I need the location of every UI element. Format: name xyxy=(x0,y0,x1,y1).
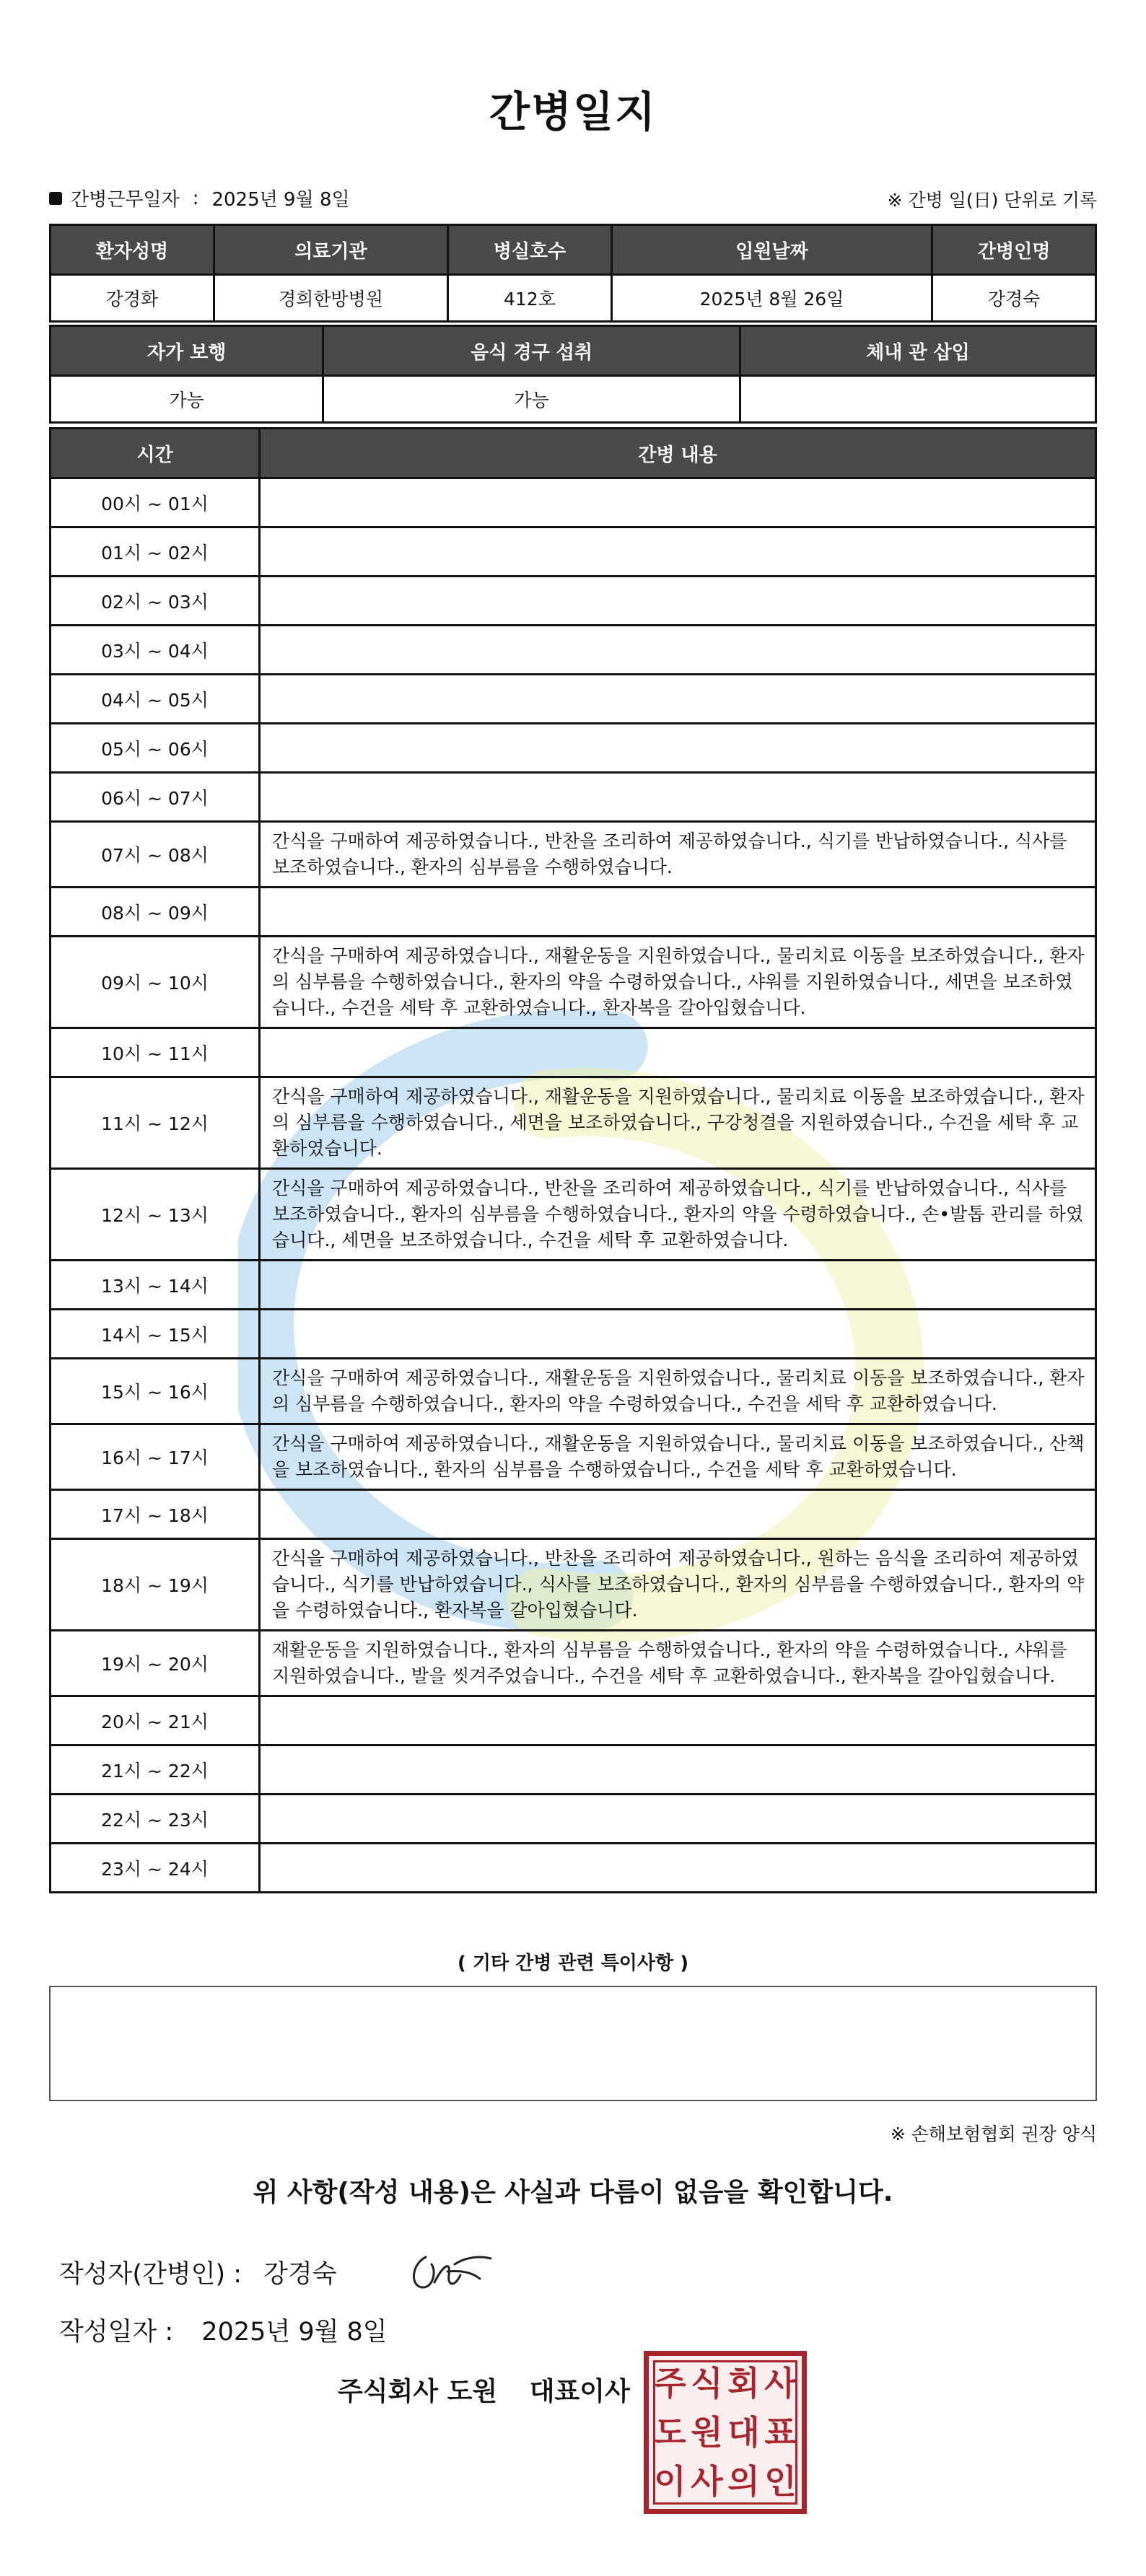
seal-character: 회 xyxy=(727,2364,760,2403)
care-content xyxy=(260,1310,1096,1359)
document-title: 간병일지 xyxy=(489,87,657,136)
table-row xyxy=(51,275,1096,322)
header-tube-insertion: 체내 관 삽입 xyxy=(740,326,1095,376)
work-date-value: 2025년 9월 8일 xyxy=(211,189,350,211)
care-content xyxy=(260,1696,1096,1745)
care-content: 간식을 구매하여 제공하였습니다., 반찬을 조리하여 제공하였습니다., 식기를 반납하였습니다., 식사를 보조하였습니다., 환자의 심부름을 수행하였습니다. xyxy=(260,822,1096,888)
table-row xyxy=(51,724,1096,773)
seal-character: 원 xyxy=(691,2413,723,2452)
notes-box xyxy=(49,1986,1097,2101)
time-slot: 14시 ~ 15시 xyxy=(51,1310,260,1359)
time-slot: 03시 ~ 04시 xyxy=(51,626,260,675)
table-row xyxy=(51,675,1096,724)
seal-character: 대 xyxy=(727,2413,760,2452)
representative-title: 대표이사 xyxy=(529,2377,630,2406)
table-row xyxy=(51,888,1096,937)
time-slot: 11시 ~ 12시 xyxy=(51,1077,260,1169)
seal-character: 표 xyxy=(764,2413,797,2452)
table-row xyxy=(51,527,1096,577)
patient-info-table xyxy=(49,224,1097,323)
signature-icon xyxy=(404,2243,498,2300)
institution: 경희한방병원 xyxy=(214,275,447,322)
patient-status-table xyxy=(49,325,1097,424)
time-slot: 10시 ~ 11시 xyxy=(51,1028,260,1077)
table-row xyxy=(51,1795,1096,1844)
writer-name: 강경숙 xyxy=(263,2260,337,2289)
table-row xyxy=(51,1169,1096,1261)
care-content xyxy=(260,1844,1096,1893)
care-content xyxy=(260,773,1096,822)
care-content xyxy=(260,888,1096,937)
care-content xyxy=(260,478,1096,527)
table-row xyxy=(51,1490,1096,1539)
care-content: 재활운동을 지원하였습니다., 환자의 심부름을 수행하였습니다., 환자의 약을 수령하였습니다., 샤워를 지원하였습니다., 발을 씻겨주었습니다., 수건을 세탁 후 교환하였습니다., 환자복을 갈아입혔습니다. xyxy=(260,1631,1096,1696)
time-slot: 19시 ~ 20시 xyxy=(51,1631,260,1696)
table-header-row xyxy=(51,326,1096,376)
time-slot: 18시 ~ 19시 xyxy=(51,1539,260,1631)
table-row xyxy=(51,376,1096,423)
seal-character: 도 xyxy=(654,2413,686,2452)
time-slot: 06시 ~ 07시 xyxy=(51,773,260,822)
header-room: 병실호수 xyxy=(448,225,612,275)
company-seal xyxy=(644,2351,807,2514)
care-content xyxy=(260,1745,1096,1795)
care-log-table xyxy=(49,427,1097,1893)
header-care-content: 간병 내용 xyxy=(260,429,1096,478)
time-slot: 07시 ~ 08시 xyxy=(51,822,260,888)
care-content: 간식을 구매하여 제공하였습니다., 재활운동을 지원하였습니다., 물리치료 이동을 보조하였습니다., 산책을 보조하였습니다., 환자의 심부름을 수행하였습니다., 수건을 세탁 후 교환하였습니다. xyxy=(260,1424,1096,1490)
care-content xyxy=(260,577,1096,626)
care-content xyxy=(260,1490,1096,1539)
care-content: 간식을 구매하여 제공하였습니다., 반찬을 조리하여 제공하였습니다., 식기를 반납하였습니다., 식사를 보조하였습니다., 환자의 심부름을 수행하였습니다., 환자의 약을 수령하였습니다., 손•발톱 관리를 하였습니다., 세면을 보조하였습니다., 수건을 세탁 후 교환하였습니다. xyxy=(260,1169,1096,1261)
date-value: 2025년 9월 8일 xyxy=(201,2318,388,2347)
time-slot: 05시 ~ 06시 xyxy=(51,724,260,773)
time-slot: 13시 ~ 14시 xyxy=(51,1261,260,1310)
seal-character: 사 xyxy=(691,2462,723,2501)
care-content xyxy=(260,675,1096,724)
table-row xyxy=(51,1745,1096,1795)
table-row xyxy=(51,1631,1096,1696)
self-walking-value: 가능 xyxy=(51,376,323,423)
header-caregiver-name: 간병인명 xyxy=(932,225,1096,275)
care-content: 간식을 구매하여 제공하였습니다., 재활운동을 지원하였습니다., 물리치료 이동을 보조하였습니다., 환자의 심부름을 수행하였습니다., 세면을 보조하였습니다., 구강청결을 지원하였습니다., 수건을 세탁 후 교환하였습니다. xyxy=(260,1077,1096,1169)
seal-character: 이 xyxy=(654,2462,686,2501)
notes-title: ( 기타 간병 관련 특이사항 ) xyxy=(457,1953,689,1974)
care-content: 간식을 구매하여 제공하였습니다., 반찬을 조리하여 제공하였습니다., 원하는 음식을 조리하여 제공하였습니다., 식기를 반납하였습니다., 식사를 보조하였습니다., 환자의 심부름을 수행하였습니다., 환자의 약을 수령하였습니다., 환자복을 갈아입혔습니다. xyxy=(260,1539,1096,1631)
square-bullet-icon xyxy=(49,192,62,205)
time-slot: 22시 ~ 23시 xyxy=(51,1795,260,1844)
time-slot: 02시 ~ 03시 xyxy=(51,577,260,626)
care-content xyxy=(260,1261,1096,1310)
header-oral-intake: 음식 경구 섭취 xyxy=(323,326,740,376)
writer-line xyxy=(59,2254,337,2290)
date-line xyxy=(59,2312,388,2348)
confirmation-statement: 위 사항(작성 내용)은 사실과 다름이 없음을 확인합니다. xyxy=(253,2178,893,2207)
seal-character: 의 xyxy=(727,2462,760,2501)
company-name: 주식회사 도원 xyxy=(338,2377,498,2406)
header-time: 시간 xyxy=(51,429,260,478)
time-slot: 17시 ~ 18시 xyxy=(51,1490,260,1539)
time-slot: 09시 ~ 10시 xyxy=(51,937,260,1028)
work-date-separator: : xyxy=(192,187,199,209)
table-row xyxy=(51,1310,1096,1359)
time-slot: 01시 ~ 02시 xyxy=(51,527,260,577)
header-self-walking: 자가 보행 xyxy=(51,326,323,376)
oral-intake-value: 가능 xyxy=(323,376,740,423)
seal-character: 주 xyxy=(654,2364,686,2403)
time-slot: 15시 ~ 16시 xyxy=(51,1359,260,1424)
work-date xyxy=(49,185,350,211)
table-row xyxy=(51,1539,1096,1631)
care-content xyxy=(260,1795,1096,1844)
table-header-row xyxy=(51,225,1096,275)
work-date-label: 간병근무일자 xyxy=(71,189,180,211)
time-slot: 21시 ~ 22시 xyxy=(51,1745,260,1795)
caregiver-name: 강경숙 xyxy=(932,275,1096,322)
care-content xyxy=(260,1028,1096,1077)
table-row xyxy=(51,1424,1096,1490)
seal-character: 인 xyxy=(764,2462,797,2501)
patient-name: 강경화 xyxy=(51,275,214,322)
table-row xyxy=(51,1696,1096,1745)
room-number: 412호 xyxy=(448,275,612,322)
header-institution: 의료기관 xyxy=(214,225,447,275)
time-slot: 08시 ~ 09시 xyxy=(51,888,260,937)
writer-label: 작성자(간병인) : xyxy=(59,2260,242,2289)
seal-characters xyxy=(652,2359,799,2506)
company-line xyxy=(338,2371,630,2408)
care-content xyxy=(260,724,1096,773)
care-content xyxy=(260,527,1096,577)
time-slot: 04시 ~ 05시 xyxy=(51,675,260,724)
table-header-row xyxy=(51,429,1096,478)
header-patient-name: 환자성명 xyxy=(51,225,214,275)
form-note: ※ 손해보험협회 권장 양식 xyxy=(890,2124,1097,2145)
care-content: 간식을 구매하여 제공하였습니다., 재활운동을 지원하였습니다., 물리치료 이동을 보조하였습니다., 환자의 심부름을 수행하였습니다., 환자의 약을 수령하였습니다., 샤워를 지원하였습니다., 세면을 보조하였습니다., 수건을 세탁 후 교환하였습니다., 환자복을 갈아입혔습니다. xyxy=(260,937,1096,1028)
time-slot: 12시 ~ 13시 xyxy=(51,1169,260,1261)
table-row xyxy=(51,937,1096,1028)
table-row xyxy=(51,1261,1096,1310)
table-row xyxy=(51,1359,1096,1424)
time-slot: 00시 ~ 01시 xyxy=(51,478,260,527)
table-row xyxy=(51,1844,1096,1893)
care-content: 간식을 구매하여 제공하였습니다., 재활운동을 지원하였습니다., 물리치료 이동을 보조하였습니다., 환자의 심부름을 수행하였습니다., 환자의 약을 수령하였습니다., 수건을 세탁 후 교환하였습니다. xyxy=(260,1359,1096,1424)
time-slot: 16시 ~ 17시 xyxy=(51,1424,260,1490)
seal-character: 식 xyxy=(691,2364,723,2403)
care-log-body xyxy=(51,478,1096,1893)
header-admission-date: 입원날짜 xyxy=(611,225,932,275)
time-slot: 23시 ~ 24시 xyxy=(51,1844,260,1893)
table-row xyxy=(51,478,1096,527)
tube-insertion-value xyxy=(740,376,1095,423)
care-content xyxy=(260,626,1096,675)
table-row xyxy=(51,626,1096,675)
table-row xyxy=(51,1077,1096,1169)
seal-character: 사 xyxy=(764,2364,797,2403)
time-slot: 20시 ~ 21시 xyxy=(51,1696,260,1745)
date-label: 작성일자 : xyxy=(59,2318,174,2347)
table-row xyxy=(51,1028,1096,1077)
unit-note: ※ 간병 일(日) 단위로 기록 xyxy=(887,190,1097,211)
admission-date: 2025년 8월 26일 xyxy=(611,275,932,322)
table-row xyxy=(51,577,1096,626)
table-row xyxy=(51,773,1096,822)
table-row xyxy=(51,822,1096,888)
